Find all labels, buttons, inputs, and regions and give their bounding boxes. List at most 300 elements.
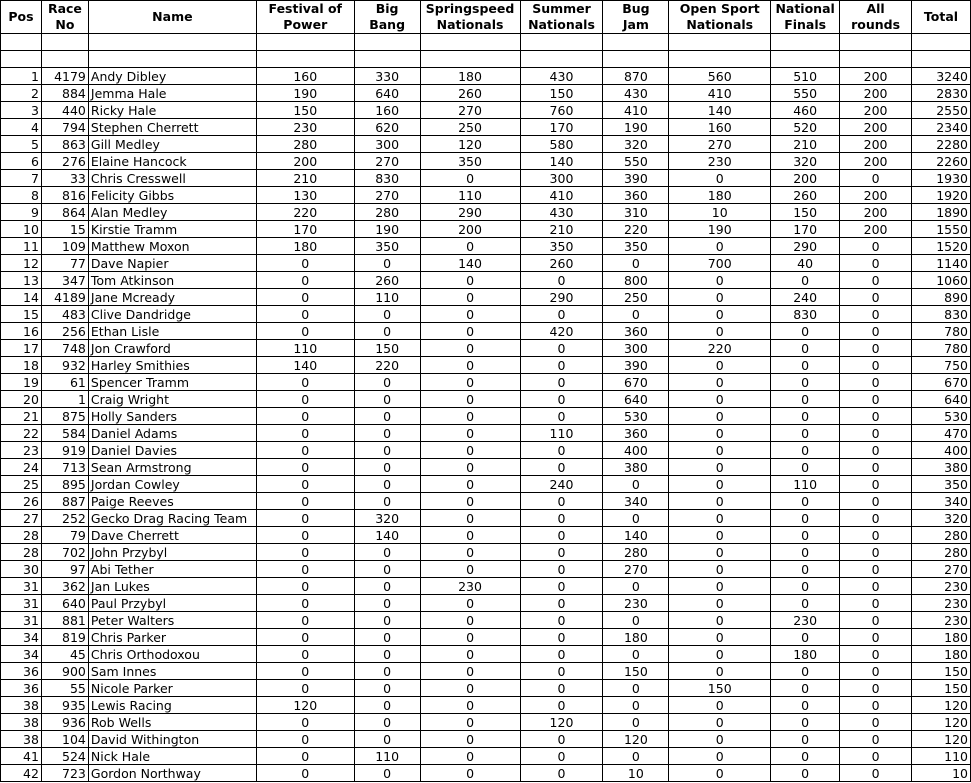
finals-cell: 0: [771, 765, 840, 782]
springspeed-cell: 0: [420, 374, 520, 391]
open-sport-cell: 0: [669, 629, 771, 646]
pos-cell: 20: [1, 391, 42, 408]
name-cell: Alan Medley: [88, 204, 256, 221]
header-bug-jam: Bug Jam: [603, 1, 669, 34]
finals-cell: 0: [771, 357, 840, 374]
finals-cell: 510: [771, 68, 840, 85]
total-cell: 2340: [912, 119, 971, 136]
pos-cell: 15: [1, 306, 42, 323]
finals-cell: 260: [771, 187, 840, 204]
finals-cell: 0: [771, 425, 840, 442]
total-cell: 830: [912, 306, 971, 323]
table-row: [1, 697, 971, 714]
festival-cell: 0: [256, 306, 354, 323]
total-cell: 10: [912, 765, 971, 782]
open-sport-cell: 150: [669, 680, 771, 697]
festival-cell: 0: [256, 510, 354, 527]
big-bang-cell: 110: [354, 289, 420, 306]
finals-cell: 0: [771, 748, 840, 765]
summer-cell: 760: [520, 102, 603, 119]
open-sport-cell: 0: [669, 357, 771, 374]
finals-cell: 0: [771, 391, 840, 408]
all-rounds-cell: 0: [840, 663, 912, 680]
total-cell: 380: [912, 459, 971, 476]
open-sport-cell: 0: [669, 578, 771, 595]
total-cell: 1920: [912, 187, 971, 204]
name-cell: Jon Crawford: [88, 340, 256, 357]
bug-jam-cell: 220: [603, 221, 669, 238]
festival-cell: 0: [256, 731, 354, 748]
festival-cell: 0: [256, 663, 354, 680]
festival-cell: 0: [256, 578, 354, 595]
finals-cell: 40: [771, 255, 840, 272]
all-rounds-cell: 0: [840, 408, 912, 425]
table-row: [1, 527, 971, 544]
name-cell: Elaine Hancock: [88, 153, 256, 170]
pos-cell: 38: [1, 714, 42, 731]
name-cell: Daniel Adams: [88, 425, 256, 442]
summer-cell: 430: [520, 204, 603, 221]
total-cell: 2830: [912, 85, 971, 102]
summer-cell: 0: [520, 663, 603, 680]
festival-cell: 0: [256, 714, 354, 731]
festival-cell: 210: [256, 170, 354, 187]
race-no-cell: 864: [41, 204, 88, 221]
open-sport-cell: 0: [669, 697, 771, 714]
big-bang-cell: 0: [354, 408, 420, 425]
big-bang-cell: 0: [354, 697, 420, 714]
springspeed-cell: 0: [420, 289, 520, 306]
bug-jam-cell: 300: [603, 340, 669, 357]
springspeed-cell: 180: [420, 68, 520, 85]
pos-cell: 36: [1, 680, 42, 697]
summer-cell: 0: [520, 442, 603, 459]
name-cell: Rob Wells: [88, 714, 256, 731]
total-cell: 670: [912, 374, 971, 391]
pos-cell: 34: [1, 629, 42, 646]
table-row: [1, 663, 971, 680]
table-row: [1, 680, 971, 697]
finals-cell: 200: [771, 170, 840, 187]
bug-jam-cell: 390: [603, 170, 669, 187]
name-cell: Harley Smithies: [88, 357, 256, 374]
summer-cell: 0: [520, 510, 603, 527]
bug-jam-cell: 0: [603, 510, 669, 527]
table-row: [1, 595, 971, 612]
race-no-cell: 276: [41, 153, 88, 170]
name-cell: Kirstie Tramm: [88, 221, 256, 238]
finals-cell: 0: [771, 714, 840, 731]
summer-cell: 0: [520, 306, 603, 323]
big-bang-cell: 330: [354, 68, 420, 85]
name-cell: Lewis Racing: [88, 697, 256, 714]
race-no-cell: 104: [41, 731, 88, 748]
bug-jam-cell: 0: [603, 476, 669, 493]
open-sport-cell: 0: [669, 612, 771, 629]
race-no-cell: 900: [41, 663, 88, 680]
summer-cell: 0: [520, 493, 603, 510]
big-bang-cell: 350: [354, 238, 420, 255]
festival-cell: 0: [256, 323, 354, 340]
pos-cell: 31: [1, 612, 42, 629]
header-race-no: Race No: [41, 1, 88, 34]
festival-cell: 0: [256, 612, 354, 629]
springspeed-cell: 0: [420, 680, 520, 697]
all-rounds-cell: 0: [840, 238, 912, 255]
all-rounds-cell: 200: [840, 68, 912, 85]
festival-cell: 0: [256, 765, 354, 782]
festival-cell: 0: [256, 476, 354, 493]
summer-cell: 0: [520, 765, 603, 782]
springspeed-cell: 0: [420, 697, 520, 714]
big-bang-cell: 110: [354, 748, 420, 765]
header-name: Name: [88, 1, 256, 34]
race-no-cell: 640: [41, 595, 88, 612]
finals-cell: 110: [771, 476, 840, 493]
bug-jam-cell: 190: [603, 119, 669, 136]
table-row: [1, 391, 971, 408]
race-no-cell: 723: [41, 765, 88, 782]
festival-cell: 0: [256, 391, 354, 408]
bug-jam-cell: 380: [603, 459, 669, 476]
table-row: [1, 102, 971, 119]
total-cell: 120: [912, 714, 971, 731]
springspeed-cell: 0: [420, 731, 520, 748]
table-row: [1, 119, 971, 136]
name-cell: Ethan Lisle: [88, 323, 256, 340]
table-row: [1, 714, 971, 731]
festival-cell: 0: [256, 255, 354, 272]
name-cell: Nicole Parker: [88, 680, 256, 697]
total-cell: 120: [912, 697, 971, 714]
name-cell: Chris Orthodoxou: [88, 646, 256, 663]
table-row: [1, 493, 971, 510]
springspeed-cell: 0: [420, 765, 520, 782]
table-row: [1, 170, 971, 187]
festival-cell: 0: [256, 561, 354, 578]
table-row: [1, 578, 971, 595]
total-cell: 780: [912, 340, 971, 357]
bug-jam-cell: 800: [603, 272, 669, 289]
springspeed-cell: 0: [420, 170, 520, 187]
pos-cell: 24: [1, 459, 42, 476]
bug-jam-cell: 410: [603, 102, 669, 119]
total-cell: 320: [912, 510, 971, 527]
header-open-sport-nationals: Open Sport Nationals: [669, 1, 771, 34]
summer-cell: 0: [520, 612, 603, 629]
pos-cell: 4: [1, 119, 42, 136]
summer-cell: 0: [520, 748, 603, 765]
springspeed-cell: 110: [420, 187, 520, 204]
pos-cell: 38: [1, 697, 42, 714]
big-bang-cell: 0: [354, 425, 420, 442]
all-rounds-cell: 0: [840, 459, 912, 476]
festival-cell: 0: [256, 544, 354, 561]
open-sport-cell: 0: [669, 459, 771, 476]
big-bang-cell: 0: [354, 629, 420, 646]
total-cell: 350: [912, 476, 971, 493]
table-row: [1, 340, 971, 357]
all-rounds-cell: 200: [840, 204, 912, 221]
summer-cell: 0: [520, 697, 603, 714]
open-sport-cell: 0: [669, 510, 771, 527]
open-sport-cell: 0: [669, 442, 771, 459]
race-no-cell: 863: [41, 136, 88, 153]
header-pos: Pos: [1, 1, 42, 34]
header-total: Total: [912, 1, 971, 34]
race-no-cell: 252: [41, 510, 88, 527]
all-rounds-cell: 0: [840, 680, 912, 697]
finals-cell: 0: [771, 595, 840, 612]
finals-cell: 0: [771, 663, 840, 680]
table-row: [1, 306, 971, 323]
table-row: [1, 425, 971, 442]
open-sport-cell: 700: [669, 255, 771, 272]
all-rounds-cell: 0: [840, 510, 912, 527]
summer-cell: 110: [520, 425, 603, 442]
total-cell: 470: [912, 425, 971, 442]
finals-cell: 0: [771, 680, 840, 697]
summer-cell: 0: [520, 680, 603, 697]
pos-cell: 13: [1, 272, 42, 289]
table-row: [1, 544, 971, 561]
name-cell: Paige Reeves: [88, 493, 256, 510]
big-bang-cell: 0: [354, 765, 420, 782]
bug-jam-cell: 320: [603, 136, 669, 153]
summer-cell: 0: [520, 561, 603, 578]
table-row: [1, 442, 971, 459]
big-bang-cell: 0: [354, 493, 420, 510]
table-row: [1, 68, 971, 85]
springspeed-cell: 0: [420, 238, 520, 255]
festival-cell: 0: [256, 272, 354, 289]
big-bang-cell: 0: [354, 306, 420, 323]
race-no-cell: 256: [41, 323, 88, 340]
all-rounds-cell: 0: [840, 748, 912, 765]
bug-jam-cell: 150: [603, 663, 669, 680]
big-bang-cell: 270: [354, 187, 420, 204]
bug-jam-cell: 0: [603, 680, 669, 697]
big-bang-cell: 320: [354, 510, 420, 527]
total-cell: 2280: [912, 136, 971, 153]
pos-cell: 36: [1, 663, 42, 680]
bug-jam-cell: 120: [603, 731, 669, 748]
festival-cell: 220: [256, 204, 354, 221]
bug-jam-cell: 0: [603, 697, 669, 714]
race-no-cell: 936: [41, 714, 88, 731]
name-cell: Gecko Drag Racing Team: [88, 510, 256, 527]
pos-cell: 22: [1, 425, 42, 442]
festival-cell: 120: [256, 697, 354, 714]
open-sport-cell: 0: [669, 306, 771, 323]
pos-cell: 10: [1, 221, 42, 238]
header-festival-of-power: Festival of Power: [256, 1, 354, 34]
pos-cell: 23: [1, 442, 42, 459]
finals-cell: 240: [771, 289, 840, 306]
race-no-cell: 702: [41, 544, 88, 561]
total-cell: 2260: [912, 153, 971, 170]
finals-cell: 0: [771, 340, 840, 357]
race-no-cell: 819: [41, 629, 88, 646]
open-sport-cell: 10: [669, 204, 771, 221]
finals-cell: 170: [771, 221, 840, 238]
pos-cell: 8: [1, 187, 42, 204]
finals-cell: 0: [771, 561, 840, 578]
name-cell: Tom Atkinson: [88, 272, 256, 289]
open-sport-cell: 0: [669, 272, 771, 289]
open-sport-cell: 0: [669, 289, 771, 306]
all-rounds-cell: 0: [840, 646, 912, 663]
big-bang-cell: 0: [354, 391, 420, 408]
pos-cell: 16: [1, 323, 42, 340]
total-cell: 110: [912, 748, 971, 765]
name-cell: Peter Walters: [88, 612, 256, 629]
header-springspeed-nationals: Springspeed Nationals: [420, 1, 520, 34]
header-summer-nationals: Summer Nationals: [520, 1, 603, 34]
race-no-cell: 109: [41, 238, 88, 255]
name-cell: Nick Hale: [88, 748, 256, 765]
total-cell: 890: [912, 289, 971, 306]
name-cell: Chris Cresswell: [88, 170, 256, 187]
big-bang-cell: 0: [354, 663, 420, 680]
bug-jam-cell: 0: [603, 612, 669, 629]
big-bang-cell: 0: [354, 255, 420, 272]
summer-cell: 210: [520, 221, 603, 238]
springspeed-cell: 0: [420, 323, 520, 340]
open-sport-cell: 0: [669, 238, 771, 255]
table-row: [1, 748, 971, 765]
race-no-cell: 524: [41, 748, 88, 765]
all-rounds-cell: 200: [840, 187, 912, 204]
name-cell: John Przybyl: [88, 544, 256, 561]
open-sport-cell: 0: [669, 391, 771, 408]
finals-cell: 180: [771, 646, 840, 663]
pos-cell: 34: [1, 646, 42, 663]
open-sport-cell: 160: [669, 119, 771, 136]
festival-cell: 0: [256, 748, 354, 765]
big-bang-cell: 640: [354, 85, 420, 102]
name-cell: Dave Cherrett: [88, 527, 256, 544]
pos-cell: 12: [1, 255, 42, 272]
bug-jam-cell: 360: [603, 323, 669, 340]
festival-cell: 0: [256, 680, 354, 697]
open-sport-cell: 0: [669, 170, 771, 187]
big-bang-cell: 140: [354, 527, 420, 544]
pos-cell: 38: [1, 731, 42, 748]
bug-jam-cell: 340: [603, 493, 669, 510]
bug-jam-cell: 250: [603, 289, 669, 306]
all-rounds-cell: 0: [840, 289, 912, 306]
table-row: [1, 255, 971, 272]
springspeed-cell: 200: [420, 221, 520, 238]
bug-jam-cell: 310: [603, 204, 669, 221]
finals-cell: 0: [771, 544, 840, 561]
all-rounds-cell: 0: [840, 697, 912, 714]
open-sport-cell: 140: [669, 102, 771, 119]
race-no-cell: 713: [41, 459, 88, 476]
bug-jam-cell: 400: [603, 442, 669, 459]
total-cell: 1930: [912, 170, 971, 187]
springspeed-cell: 0: [420, 663, 520, 680]
table-row: [1, 289, 971, 306]
big-bang-cell: 0: [354, 544, 420, 561]
all-rounds-cell: 0: [840, 255, 912, 272]
summer-cell: 0: [520, 731, 603, 748]
pos-cell: 1: [1, 68, 42, 85]
festival-cell: 130: [256, 187, 354, 204]
summer-cell: 0: [520, 391, 603, 408]
all-rounds-cell: 0: [840, 578, 912, 595]
race-no-cell: 440: [41, 102, 88, 119]
festival-cell: 0: [256, 442, 354, 459]
total-cell: 1550: [912, 221, 971, 238]
pos-cell: 19: [1, 374, 42, 391]
summer-cell: 0: [520, 595, 603, 612]
pos-cell: 14: [1, 289, 42, 306]
name-cell: Gill Medley: [88, 136, 256, 153]
big-bang-cell: 0: [354, 459, 420, 476]
summer-cell: 240: [520, 476, 603, 493]
race-no-cell: 33: [41, 170, 88, 187]
open-sport-cell: 560: [669, 68, 771, 85]
table-row: [1, 612, 971, 629]
all-rounds-cell: 0: [840, 612, 912, 629]
big-bang-cell: 0: [354, 714, 420, 731]
race-no-cell: 362: [41, 578, 88, 595]
race-no-cell: 748: [41, 340, 88, 357]
big-bang-cell: 0: [354, 374, 420, 391]
open-sport-cell: 0: [669, 408, 771, 425]
pos-cell: 31: [1, 578, 42, 595]
open-sport-cell: 190: [669, 221, 771, 238]
total-cell: 180: [912, 629, 971, 646]
springspeed-cell: 0: [420, 612, 520, 629]
name-cell: Ricky Hale: [88, 102, 256, 119]
table-row: [1, 323, 971, 340]
big-bang-cell: 0: [354, 646, 420, 663]
table-row: [1, 629, 971, 646]
pos-cell: 2: [1, 85, 42, 102]
open-sport-cell: 0: [669, 663, 771, 680]
pos-cell: 28: [1, 544, 42, 561]
festival-cell: 0: [256, 493, 354, 510]
total-cell: 530: [912, 408, 971, 425]
race-no-cell: 884: [41, 85, 88, 102]
race-no-cell: 895: [41, 476, 88, 493]
all-rounds-cell: 0: [840, 323, 912, 340]
name-cell: Felicity Gibbs: [88, 187, 256, 204]
total-cell: 150: [912, 663, 971, 680]
table-row: [1, 357, 971, 374]
bug-jam-cell: 390: [603, 357, 669, 374]
open-sport-cell: 230: [669, 153, 771, 170]
springspeed-cell: 0: [420, 408, 520, 425]
name-cell: David Withington: [88, 731, 256, 748]
total-cell: 230: [912, 612, 971, 629]
bug-jam-cell: 180: [603, 629, 669, 646]
springspeed-cell: 0: [420, 544, 520, 561]
springspeed-cell: 0: [420, 561, 520, 578]
bug-jam-cell: 870: [603, 68, 669, 85]
open-sport-cell: 0: [669, 731, 771, 748]
festival-cell: 0: [256, 595, 354, 612]
table-body: [1, 68, 971, 782]
all-rounds-cell: 0: [840, 731, 912, 748]
pos-cell: 18: [1, 357, 42, 374]
finals-cell: 520: [771, 119, 840, 136]
open-sport-cell: 0: [669, 425, 771, 442]
table-row: [1, 238, 971, 255]
